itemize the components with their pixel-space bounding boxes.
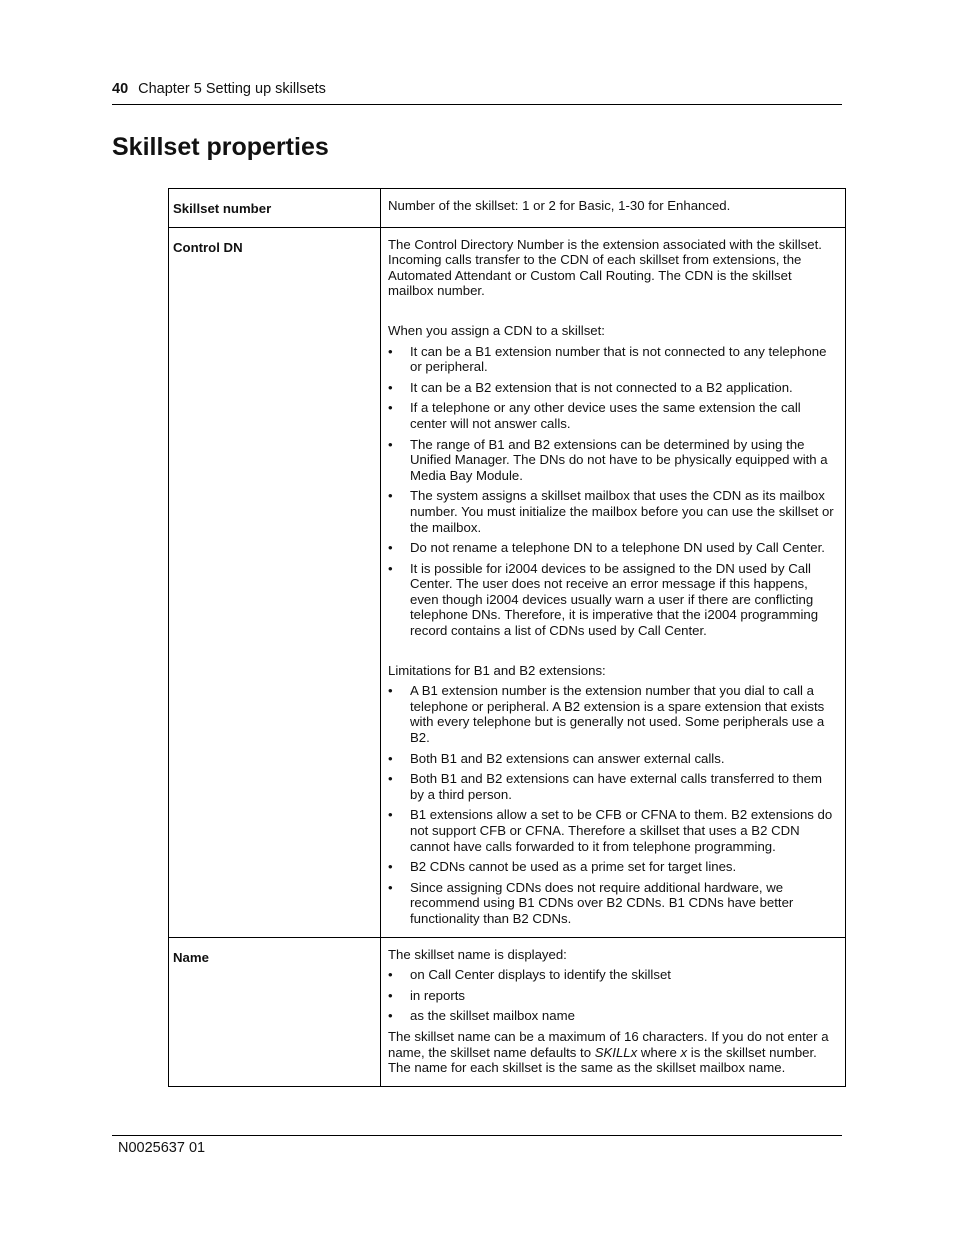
row-label-name: Name [169, 937, 381, 1086]
name-bullet-list [388, 967, 839, 1024]
control-dn-intro: The Control Directory Number is the extension associated with the skillset. Incoming calls transfer to the CDN of each skillset from extensions, the Automated Attendant or Custom Call Routing. The CDN is the skillset mailbox number. [388, 236, 822, 299]
skillset-number-text: Number of the skillset: 1 or 2 for Basic, 1-30 for Enhanced. [388, 198, 731, 213]
list-item: • A B1 extension number is the extension number that you dial to call a telephone or peripheral. A B2 extension is a spare extension that exists with every telephone but is generally not used. Some peripherals use a B2. [388, 683, 825, 746]
assign-heading: When you assign a CDN to a skillset: [388, 322, 605, 338]
row-desc-name [381, 937, 846, 1086]
list-item: • in reports [388, 987, 465, 1003]
name-intro: The skillset name is displayed: [388, 946, 567, 962]
list-item: • It can be a B1 extension number that is not connected to any telephone or peripheral. [388, 343, 827, 375]
table-row [169, 227, 846, 937]
chapter-title: Chapter 5 Setting up skillsets [138, 81, 326, 97]
name-details: The skillset name can be a maximum of 16 characters. If you do not enter a name, the skillset name defaults to SKILLx where x is the skillset number. The name for each skillset is the same as the skillset mailbox name. [388, 1028, 829, 1076]
list-item: • Do not rename a telephone DN to a telephone DN used by Call Center. [388, 540, 825, 556]
list-item: • Since assigning CDNs does not require additional hardware, we recommend using B1 CDNs over B2 CDNs. B1 CDNs have better functionality than B2 CDNs. [388, 879, 794, 926]
row-label-control-dn: Control DN [169, 227, 381, 937]
row-label-skillset-number: Skillset number [169, 189, 381, 228]
skillset-properties-table [168, 188, 846, 1087]
section-title: Skillset properties [112, 133, 329, 161]
row-desc-skillset-number [381, 189, 846, 228]
list-item: • B1 extensions allow a set to be CFB or CFNA to them. B2 extensions do not support CFB or CFNA. Therefore a skillset that uses a B2 CDN cannot have calls forwarded to it from telephone programming. [388, 807, 833, 854]
list-item: • on Call Center displays to identify the skillset [388, 967, 671, 983]
document-number: N0025637 01 [118, 1140, 206, 1156]
row-desc-control-dn [381, 227, 846, 937]
table-row [169, 937, 846, 1086]
list-item: • It is possible for i2004 devices to be assigned to the DN used by Call Center. The user does not receive an error message if this happens, even though i2004 devices usually warn a user if there are conflicting telephone DNs. Therefore, it is imperative that the i2004 programming record contains a list of CDNs used by Call Center. [388, 560, 819, 639]
page-number: 40 [112, 81, 129, 97]
list-item: • If a telephone or any other device uses the same extension the call center will not answer calls. [388, 400, 801, 431]
limits-heading: Limitations for B1 and B2 extensions: [388, 662, 606, 678]
limits-bullet-list [388, 683, 839, 926]
list-item: • as the skillset mailbox name [388, 1008, 575, 1024]
table-row [169, 189, 846, 228]
footer-rule [112, 1135, 842, 1136]
list-item: • Both B1 and B2 extensions can answer external calls. [388, 750, 725, 766]
list-item: • It can be a B2 extension that is not connected to a B2 application. [388, 379, 793, 395]
header-rule [112, 104, 842, 105]
list-item: • B2 CDNs cannot be used as a prime set for target lines. [388, 859, 737, 875]
list-item: • The range of B1 and B2 extensions can be determined by using the Unified Manager. The DNs do not have to be physically equipped with a Media Bay Module. [388, 436, 828, 483]
list-item: • Both B1 and B2 extensions can have external calls transferred to them by a third person. [388, 771, 822, 802]
list-item: • The system assigns a skillset mailbox that uses the CDN as its mailbox number. You must initialize the mailbox before you can use the skillset or the mailbox. [388, 488, 834, 535]
page-header [112, 79, 842, 99]
assign-bullet-list [388, 344, 839, 639]
